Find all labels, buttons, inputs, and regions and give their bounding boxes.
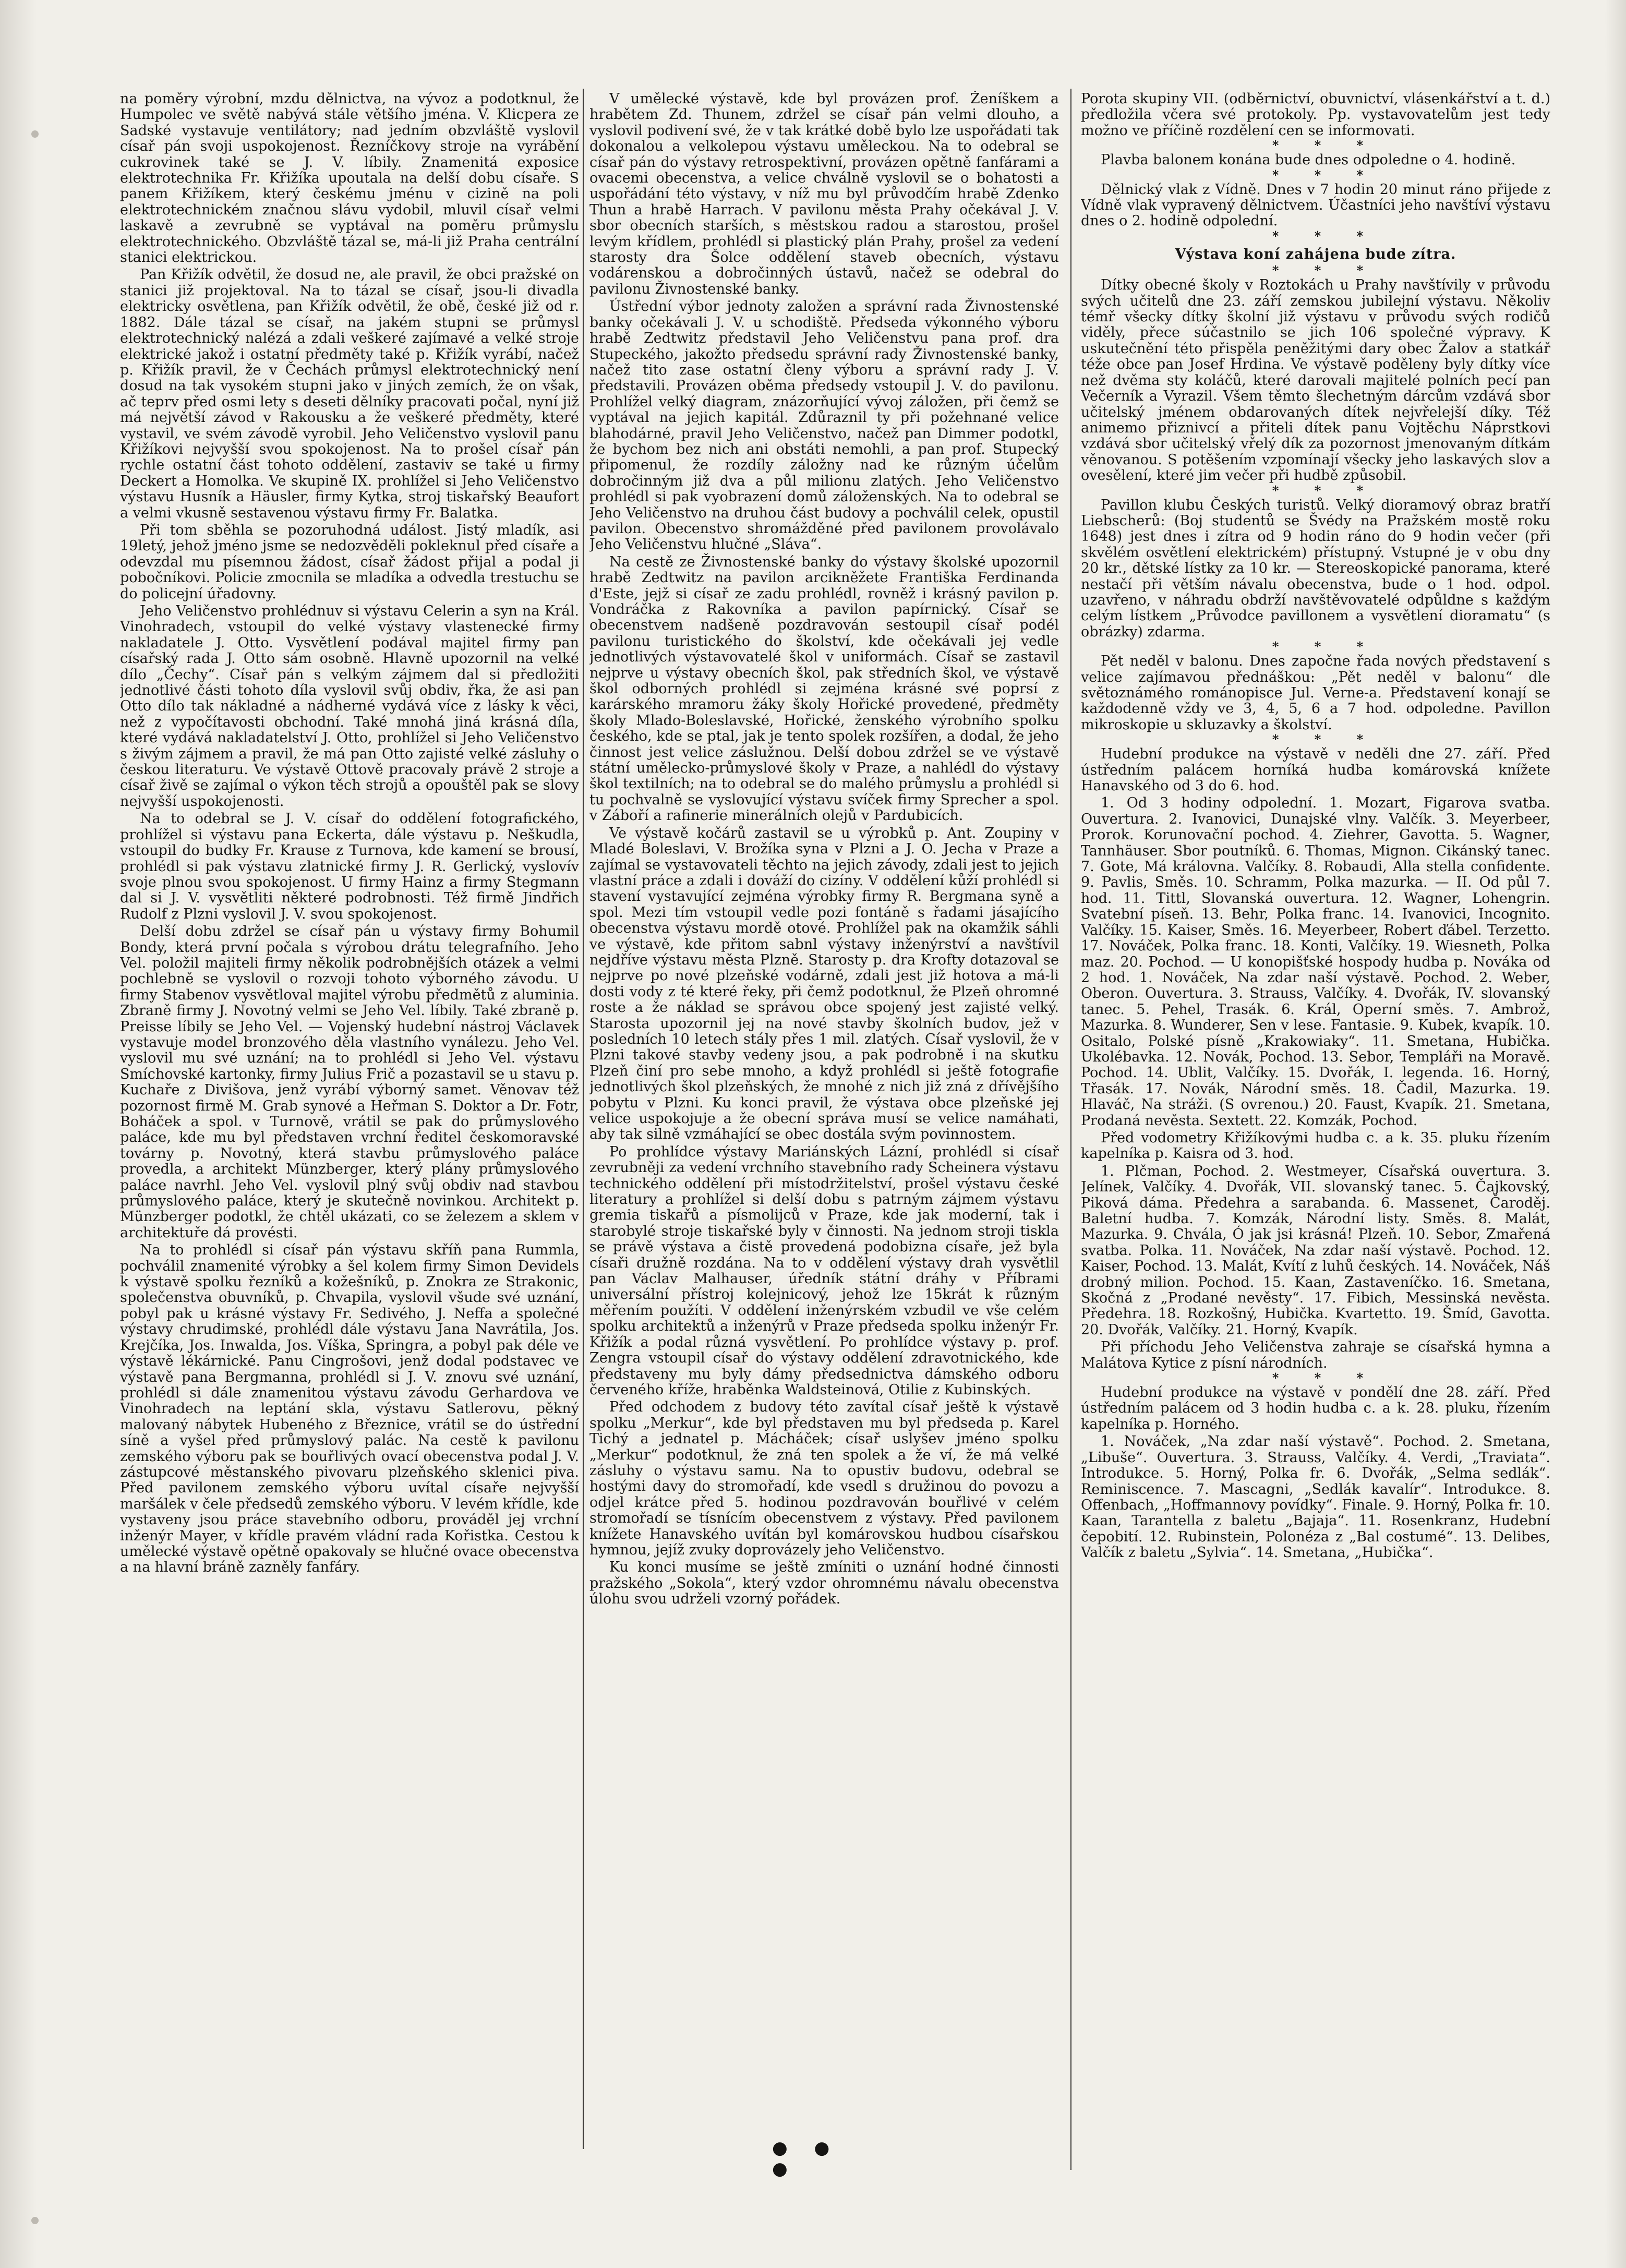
- section-separator: * * *: [1272, 639, 1379, 655]
- article-paragraph: Ve výstavě kočárů zastavil se u výrobků p. Ant. Zoupiny v Mladé Boleslavi, V. Brožíka syna v Plzni a J. O. Jecha v Praze a zajímal se vystavovateli těchto na jejich závody, zdali jest to jejich vlastní práce a zdali i dováží do cizíny. V oddělení kůží prohlédl si stavení vystavující zejména výrobky firmy R. Bergmana syně a spol. Mezi tím vstoupil vedle pozi fontáně s řadami jásajícího obecenstva výstavu mordě otové. Prohlížel pak na okamžik sáhli ve výstavě, kde přitom sabnl výstavy inženýrství a navštívil nejdříve výstavu města Plzně. Starosty p. dra Krofty dotazoval se nejprve po nové plzeňské vodárně, zdali jest již hotova a má-li dosti vody z té které řeky, při čemž podotknul, že Plzeň ohromné roste a že náklad se správou obce spojený jest zajisté velký. Starosta upozornil jej na nové stavby školních budov, jež v posledních 10 letech stály přes 1 mil. zlatých. Císař vyslovil, že v Plzni takové stavby vedeny jsou, a pak podrobně i na skutku Plzeň činí pro sebe mnoho, a když prohlédl si ještě fotografie jednotlivých škol plzeňských, že mnohé z nich již zná z dřívějšího pobytu v Plzni. Ku konci pravil, že výstava obce plzeňské jej velice uspokojuje a že obecní správa musí se velice namáhati, aby tak silně vzmáhající se obec dostála svým povinnostem.: [589, 825, 1059, 1143]
- article-paragraph: Pan Křižík odvětil, že dosud ne, ale pravil, že obci pražské on stanici již projektoval. Na to tázal se císař, jsou-li divadla elektricky osvětlena, pan Křižík odvětil, že obě, české již od r. 1882. Dále tázal se císař, na jakém stupni se průmysl elektrotechnický nalézá a zdali veškeré zajímavé a velké stroje elektrické jakož i ostatní předměty také p. Křižík vyrábí, načež p. Křižík pravil, že v Čechách průmysl elektrotechnický není dosud na tak vysokém stupni jako v jiných zemích, že on však, ač teprv před osmi lety s deseti dělníky pracovati počal, nyní již má největší závod v Rakousku a že veškeré předměty, které vystavil, ve svém závodě vyrobil. Jeho Veličenstvo vyslovil panu Křižíkovi nejvyšší svou spokojenost. Na to prošel císař pán rychle ostatní část tohoto oddělení, zastaviv se také u firmy Deckert a Homolka. Ve skupině IX. prohlížel si Jeho Veličenstvo výstavu Husník a Häusler, firmy Kytka, stroj tiskařský Beaufort a velmi vkusně sestavenou výstavu firmy Fr. Balatka.: [120, 267, 579, 521]
- article-paragraph: Před odchodem z budovy této zavítal císař ještě k výstavě spolku „Merkur“, kde byl představen mu byl předseda p. Karel Tichý a jednatel p. Mácháček; císař uslyšev jméno spolku „Merkur“ podotknul, že zná ten spolek a že ví, že má velké zásluhy o výstavu samu. Na to opustiv budovu, odebral se hostými davy do stromořadí, kde vsedl s družinou do povozu a odjel krátce před 5. hodinou pozdravován bouřlivé v celém stromořadí se tísnícím obecenstvem z výstavy. Před pavilonem knížete Hanavského uvítán byl komárovskou hudbou císařskou hymnou, jejíž zvuky doprovázely jeho Veličenstvo.: [589, 1399, 1059, 1558]
- binding-hole-top: [31, 130, 39, 138]
- article-paragraph: 1. Nováček, „Na zdar naší výstavě“. Pochod. 2. Smetana, „Libuše“. Ouvertura. 3. Strauss, Valčíky. 4. Verdi, „Traviata“. Introdukce. 5. Horný, Polka fr. 6. Dvořák, „Selma sedlák“. Reminiscence. 7. Mascagni, „Sedlák kavalír“. Introdukce. 8. Offenbach, „Hoffmannovy povídky“. Finale. 9. Horný, Polka fr. 10. Kaan, Tarantella z baletu „Bajaja“. 11. Rosenkranz, Hudební čepobití. 12. Rubinstein, Polonéza z „Bal costumé“. 13. Delibes, Valčík z baletu „Sylvia“. 14. Smetana, „Hubička“.: [1081, 1433, 1550, 1561]
- article-paragraph: Jeho Veličenstvo prohlédnuv si výstavu Celerin a syn na Král. Vinohradech, vstoupil do velké výstavy vlastenecké firmy nakladatele J. Otto. Vysvětlení podával majitel firmy pan císařský rada J. Otto sám osobně. Hlavně upozornil na velké dílo „Čechy“. Císař pán s velkým zájmem dal si předložiti jednotlivé části tohoto díla vyslovil svůj obdiv, řka, že asi pan Otto dílo tak nákladné a nádherné vydává více z lásky k věci, než z vypočítavosti obchodní. Také mnohá jiná krásná díla, které vydává nakladatelství J. Otto, prohlížel si Jeho Veličenstvo s živým zájmem a pravil, že má pan Otto zajisté velké zásluhy o českou literaturu. Ve výstavě Ottově pracovaly právě 2 stroje a císař živě se zajímal o výkon těch strojů a opouštěl pak se slovy nejvyšší uspokojenosti.: [120, 603, 579, 810]
- section-separator: * * *: [1272, 1370, 1379, 1386]
- section-separator: * * *: [1272, 732, 1379, 747]
- text-column-3: [1081, 91, 1550, 2167]
- article-paragraph: 1. Od 3 hodiny odpolední. 1. Mozart, Figarova svatba. Ouvertura. 2. Ivanovici, Dunajské vlny. Valčík. 3. Meyerbeer, Prorok. Korunovační pochod. 4. Ziehrer, Gavotta. 5. Wagner, Tannhäuser. Sbor poutníků. 6. Thomas, Mignon. Cikánský tanec. 7. Gote, Má královna. Valčíky. 8. Robaudi, Alla stella confidente. 9. Pavlis, Směs. 10. Schramm, Polka mazurka. — II. Od půl 7. hod. 11. Tittl, Slovanská ouvertura. 12. Wagner, Lohengrin. Svatební píseň. 13. Behr, Polka franc. 14. Ivanovici, Incognito. Valčíky. 15. Kaiser, Směs. 16. Meyerbeer, Robert ďábel. Terzetto. 17. Nováček, Polka franc. 18. Konti, Valčíky. 19. Wiesneth, Polka maz. 20. Pochod. — U konopišťské hospody hudba p. Nováka od 2 hod. 1. Nováček, Na zdar naší výstavě. Pochod. 2. Weber, Oberon. Ouvertura. 3. Strauss, Valčíky. 4. Dvořák, IV. slovanský tanec. 5. Pehel, Trasák. 6. Král, Operní směs. 7. Ambrož, Mazurka. 8. Wunderer, Sen v lese. Fantasie. 9. Kubek, kvapík. 10. Ositalo, Polské písně „Krakowiaky“. 11. Smetana, Hubička. Ukolébavka. 12. Novák, Pochod. 13. Sebor, Templáři na Moravě. Pochod. 14. Ublit, Valčíky. 15. Dvořák, I. legenda. 16. Horný, Třasák. 17. Novák, Národní směs. 18. Čadil, Mazurka. 19. Hlaváč, Na stráži. (S ovrenou.) 20. Faust, Kvapík. 21. Smetana, Prodaná nevěsta. Sextett. 22. Komzák, Pochod.: [1081, 795, 1550, 1129]
- column-rule-1: [583, 89, 584, 2149]
- article-paragraph: Ku konci musíme se ještě zmíniti o uznání hodné činnosti pražského „Sokola“, který vzdor ohromnému návalu obecenstva úlohu svou udrželi vzorný pořádek.: [589, 1559, 1059, 1608]
- article-paragraph: Ústřední výbor jednoty založen a správní rada Živnostenské banky očekávali J. V. u schodiště. Předseda výkonného výboru hrabě Zedtwitz představil Jeho Veličenstvu pana prof. dra Stupeckého, jakožto předsedu správní rady Živnostenské banky, načež tito zase ostatní členy výboru a správní rady J. V. představili. Provázen oběma předsedy vstoupil J. V. do pavilonu. Prohlížel velký diagram, znázorňující vývoj záložen, při čemž se vyptával na jejich kapitál. Zdůraznil ty při požehnané velice blahodárné, pravil Jeho Veličenstvo, načež pan Dimmer podotkl, že bychom bez nich ani obstáti nemohli, a pan prof. Stupecký připomenul, že rozdíly záložny nad ke různým účelům dobročinným již dva a půl milionu zlatých. Jeho Veličenstvo prohlédl si pak vyobrazení domů záloženských. Na to odebral se Jeho Veličenstvo na druhou část budovy a pochválil celek, opustil pavilon. Obecenstvo shromážděné před pavilonem provolávalo Jeho Veličenstvu hlučné „Sláva“.: [589, 298, 1059, 553]
- section-separator: * * *: [1272, 228, 1379, 244]
- article-paragraph: V umělecké výstavě, kde byl provázen prof. Ženíškem a hrabětem Zd. Thunem, zdržel se císař pán velmi dlouho, a vyslovil podivení své, že v tak krátké době bylo lze uspořádati tak dokonalou a velkolepou výstavu uměleckou. Na to odebral se císař pán do výstavy retrospektivní, provázen opětně fanfárami a ovacemi obecenstva, a velice chválně vyslovil se o bohatosti a uspořádání této výstavy, v níž mu byl průvodčím hrabě Zdenko Thun a hrabě Harrach. V pavilonu města Prahy očekával J. V. sbor obecních starších, s městskou radou a starostou, prošel levým křídlem, prohlédl si plastický plán Prahy, prošel za vedení starosty dra Šolce oddělení staveb obecních, výstavu vodárenskou a dobročinných ústavů, načež se odebral do pavilonu Živnostenské banky.: [589, 91, 1059, 297]
- article-paragraph: na poměry výrobní, mzdu dělnictva, na vývoz a podotknul, že Humpolec ve světě nabývá stále většího jména. V. Klicpera ze Sadské vystavuje ventilátory; nad jedním obzvláště vyslovil císař pán svoji uspokojenost. Řezníčkovy stroje na vyrábění cukrovinek také se J. V. líbily. Znamenitá exposice elektrotechnika Fr. Křižíka upoutala na delší dobu císaře. S panem Křižíkem, který českému jménu v cizině na poli elektrotechnickém značnou slávu vydobil, mluvil císař velmi laskavě a zevrubně se vyptával na poměru průmyslu elektrotechnického. Obzvláště tázal se, má-li již Praha centrální stanici elektrickou.: [120, 91, 579, 266]
- page-edge-right: [1605, 0, 1626, 2268]
- article-paragraph: Pavillon klubu Českých turistů. Velký dioramový obraz bratří Liebscherů: (Boj studentů se Švédy na Pražském mostě roku 1648) jest dnes i zítra od 9 hodin ráno do 9 hodin večer (při skvělém osvětlení elektrickém) přístupný. Vstupné je v obu dny 20 kr., dětské lístky za 10 kr. — Stereoskopické panorama, které nestačí při větším návalu obecenstva, bude o 1 hod. odpol. uzavřeno, v náhradu obdrží navštěvovatelé odpůldne s každým celým lístkem „Průvodce pavillonem a vysvětlení dioramatu“ (s obrázky) zdarma.: [1081, 497, 1550, 640]
- article-paragraph: Na cestě ze Živnostenské banky do výstavy školské upozornil hrabě Zedtwitz na pavilon arcikněžete Františka Ferdinanda d'Este, jejž si císař ze zadu prohlédl, rovněž i krásný pavilon p. Vondráčka z Rakovníka a pavilon papírnický. Císař se obecenstvem nadšeně pozdravován sestoupil císař podél pavilonu turistického do školství, kde očekávali jej vedle jednotlivých výstavovatelé škol v uniformách. Císař se zastavil nejprve u výstavy obecních škol, pak středních škol, ve výstavě škol odborných prohlédl si zejména krásné své poprsí z karárského mramoru žáky školy Hořické provedené, předměty školy Mlado-Boleslavské, Hořické, ženského výrobního spolku českého, kde se ptal, jak je tento spolek rozšířen, a dodal, že jeho činnost jest velice záslužnou. Delší dobou zdržel se ve výstavě státní umělecko-průmyslové školy v Praze, a nahlédl do výstavy škol textilních; na to odebral se do malého průmyslu a prohlédl si tu pochvalně se vyslovující výstavu svíček firmy Sprecher a spol. v Záboří a rafinerie minerálních olejů v Pardubicích.: [589, 553, 1059, 824]
- article-paragraph: Porota skupiny VII. (odběrnictví, obuvnictví, vlásenkářství a t. d.) předložila včera své protokoly. Pp. vystavovatelům jest tedy možno ve příčině rozdělení cen se informovati.: [1081, 91, 1550, 139]
- section-heading: Výstava koní zahájena bude zítra.: [1175, 246, 1456, 262]
- text-column-2: [589, 91, 1059, 2167]
- article-paragraph: Hudební produkce na výstavě v pondělí dne 28. září. Před ústředním palácem od 3 hodin hudba c. a k. 28. pluku, řízením kapelníka p. Horného.: [1081, 1384, 1550, 1432]
- article-paragraph: Na to prohlédl si císař pán výstavu skříň pana Rummla, pochválil znamenité výrobky a šel kolem firmy Simon Devidels k výstavě spolku řezníků a kožešníků, p. Znokra ze Strakonic, společenstva obuvníků, p. Chvapila, vyslovil všude své uznání, pobyl pak u krásné výstavy Fr. Sedivého, J. Neffa a společné výstavy chrudimské, prohlédl dále výstavu Jana Navrátila, Jos. Krejčíka, Jos. Inwalda, Jos. Víška, Springra, a pobyl pak déle ve výstavě lékárnické. Panu Cingrošovi, jenž dodal podstavec ve výstavě pana Bergmanna, prohlédl si J. V. znovu své uznání, prohlédl si dále znamenitou výstavu závodu Gerhardova ve Vinohradech na leptání skla, výstavu Satlerovu, pěkný malovaný nábytek Hubeného z Březnice, vrátil se do ústřední síně a vyšel před průmyslový palác. Na cestě k pavilonu zemského výboru pak se bouřlivých ovací obecenstva podal J. V. zástupcové městanského pivovaru plzeňského sklenici piva. Před pavilonem zemského výboru uvítal císaře nejvyšší maršálek v čele předsedů zemského výboru. V levém křídle, kde vystaveny jsou práce stavebního odboru, prováděl jej vrchní inženýr Mayer, v křídle pravém vládní rada Kořistka. Cestou k umělecké výstavě opětně opakovaly se hlučné ovace obecenstva a na hlavní bráně zazněly fanfáry.: [120, 1242, 579, 1576]
- article-paragraph: Po prohlídce výstavy Mariánských Lázní, prohlédl si císař zevrubněji za vedení vrchního stavebního rady Scheinera výstavu technického oddělení při místodržitelství, prošel výstavu české literatury a prohlížel si delší dobu s patrným zájmem výstavu gremia tiskařů a písmolijců v Praze, kde jak moderní, tak i starobylé stroje tiskařské byly v činnosti. Na jednom stroji tiskla se právě výstava a čistě provedená podobizna císaře, jež byla císaři družně rozdána. Na to v oddělení výstavy drah vysvětlil pan Václav Malhauser, úředník státní dráhy v Příbrami universální přístroj kolejnicový, jehož lze 15krát k různým měřením použíti. V oddělení inženýrském vzbudil ve vše celém spolku architektů a inženýrů v Praze předseda spolku inženýr Fr. Křižík a podal různá vysvětlení. Po prohlídce výstavy p. prof. Zengra vstoupil císař do výstavy oddělení zdravotnického, kde představeny mu byly dámy předsednictva dámského odboru červeného kříže, hraběnka Waldsteinová, Otilie z Kubinských.: [589, 1143, 1059, 1398]
- article-paragraph: Před vodometry Křižíkovými hudba c. a k. 35. pluku řízením kapelníka p. Kaisra od 3. hod.: [1081, 1129, 1550, 1162]
- article-paragraph: 1. Plčman, Pochod. 2. Westmeyer, Císařská ouvertura. 3. Jelínek, Valčíky. 4. Dvořák, VII. slovanský tanec. 5. Čajkovský, Piková dáma. Předehra a sarabanda. 6. Massenet, Čaroděj. Baletní hudba. 7. Komzák, Národní listy. Směs. 8. Malát, Mazurka. 9. Chvála, Ó jak jsi krásná! Plzeň. 10. Sebor, Zmařená svatba. Polka. 11. Nováček, Na zdar naší výstavě. Pochod. 12. Kaiser, Pochod. 13. Malát, Kvítí z luhů českých. 14. Nováček, Náš drobný milion. Pochod. 15. Kaan, Zastaveníčko. 16. Smetana, Skočná z „Prodané nevěsty“. 17. Fibich, Messinská nevěsta. Předehra. 18. Rozkošný, Hubička. Kvartetto. 19. Šmíd, Gavotta. 20. Dvořák, Valčíky. 21. Horný, Kvapík.: [1081, 1163, 1550, 1338]
- binding-hole-bottom: [31, 2217, 39, 2224]
- end-ornament: ● ● ●: [772, 2138, 840, 2179]
- section-separator: * * *: [1272, 482, 1379, 498]
- text-column-1: [120, 91, 579, 2167]
- article-paragraph: Na to odebral se J. V. císař do oddělení fotografického, prohlížel si výstavu pana Eckerta, dále výstavu p. Neškudla, vstoupil do budky Fr. Krause z Turnova, kde kamení se brousí, prohlédl si pak výstavu zlatnické firmy J. R. Gerlický, vyslovív svoje plnou svou spokojenost. U firmy Hainz a firmy Stegmann dal si J. V. vysvětliti některé podrobnosti. Též firmě Jindřich Rudolf z Plzni vyslovil J. V. svou spokojenost.: [120, 811, 579, 922]
- article-paragraph: Při tom sběhla se pozoruhodná událost. Jistý mladík, asi 19letý, jehož jméno jsme se nedozvěděli pokleknul před císaře a odevzdal mu písemnou žádost, císař žádost přijal a podal ji pobočníkovi. Policie zmocnila se mladíka a odvedla trestuchu se do policejní úřadovny.: [120, 522, 579, 602]
- section-separator: * * *: [1272, 138, 1379, 153]
- article-paragraph: Pět neděl v balonu. Dnes započne řada nových představení s velice zajímavou přednáškou: „Pět neděl v balonu“ dle světoznámého románopisce Jul. Verne-a. Představení konají se každodenně vždy ve 3, 4, 5, 6 a 7 hod. odpoledne. Pavillon mikroskopie u skluzavky a školství.: [1081, 653, 1550, 733]
- article-paragraph: Při příchodu Jeho Veličenstva zahraje se císařská hymna a Malátova Kytice z písní národních.: [1081, 1339, 1550, 1371]
- article-paragraph: Plavba balonem konána bude dnes odpoledne o 4. hodině.: [1101, 152, 1516, 168]
- article-paragraph: Hudební produkce na výstavě v neděli dne 27. září. Před ústředním palácem horníká hudba komárovská knížete Hanavského od 3 do 6. hod.: [1081, 746, 1550, 794]
- section-separator: * * *: [1272, 167, 1379, 183]
- article-paragraph: Delší dobu zdržel se císař pán u výstavy firmy Bohumil Bondy, která první počala s výrobou drátu telegrafního. Jeho Vel. položil majiteli firmy několik podrobnějších otázek a velmi pochlebně se vyslovil o rozvoji tohoto výborného závodu. U firmy Stabenov vysvětloval majitel výrobu předmětů z aluminia. Zbraně firmy J. Novotný velmi se Jeho Vel. líbily. Také zbraně p. Preisse líbily se Jeho Vel. — Vojenský hudební nástroj Václavek vystavuje model bronzového děla vlastního vynálezu. Jeho Vel. vyslovil mu své uznání; na to prohlédl si Jeho Vel. výstavu Smíchovské kartonky, firmy Julius Frič a pozastavil se u stavu p. Kuchaře z Divišova, jenž vyrábí výborný samet. Věnovav též pozornost firmě M. Grab synové a Heřman S. Doktor a Dr. Fotr, Boháček a spol. v Turnově, vrátil se pak do průmyslového paláce, kde mu byl představen vrchní ředitel českomoravské továrny p. Novotný, která stavbu průmyslového paláce provedla, a architekt Münzberger, který plány průmyslového paláce navrhl. Jeho Vel. vyslovil plný svůj obdiv nad stavbou průmyslového paláce, který je skutečně novinkou. Architekt p. Münzberger podotkl, že chtěl ukázati, co se železem a sklem v architektuře dá provésti.: [120, 923, 579, 1241]
- article-paragraph: Dítky obecné školy v Roztokách u Prahy navštívily v průvodu svých učitelů dne 23. září zemskou jubilejní výstavu. Několiv témř všecky dítky školní již výstavu v průvodu svých rodičů viděly, přece súčastnilo se jich 106 společné výpravy. K uskutečnění této přispěla peněžitými dary obec Žalov a statkář téže obce pan Josef Hrdina. Ve výstavě poděleny byly dítky více než dvěma sty koláčů, které darovali majitelé polních pecí pan Večerník a Vyrazil. Všem těmto šlechetným dárcům vzdává sbor učitelský jménem obdarovaných dítek nejvřelejší díky. Též animemo přiznivcí a přiteli dítek panu Vojtěchu Náprstkovi vzdává sbor učitelský vřelý dík za pozornost jmenovaným dítkám věnovanou. S potěšením vzpomínají všecky jeho laskavých slov a ovesělení, které jim večer při hudbě způsobil.: [1081, 277, 1550, 484]
- article-paragraph: Dělnický vlak z Vídně. Dnes v 7 hodin 20 minut ráno přijede z Vídně vlak vypravený dělnictvem. Účastníci jeho navštíví výstavu dnes o 2. hodině odpolední.: [1081, 181, 1550, 230]
- page-edge-left: [0, 0, 37, 2268]
- column-rule-2: [1070, 89, 1071, 2170]
- section-separator: * * *: [1272, 263, 1379, 279]
